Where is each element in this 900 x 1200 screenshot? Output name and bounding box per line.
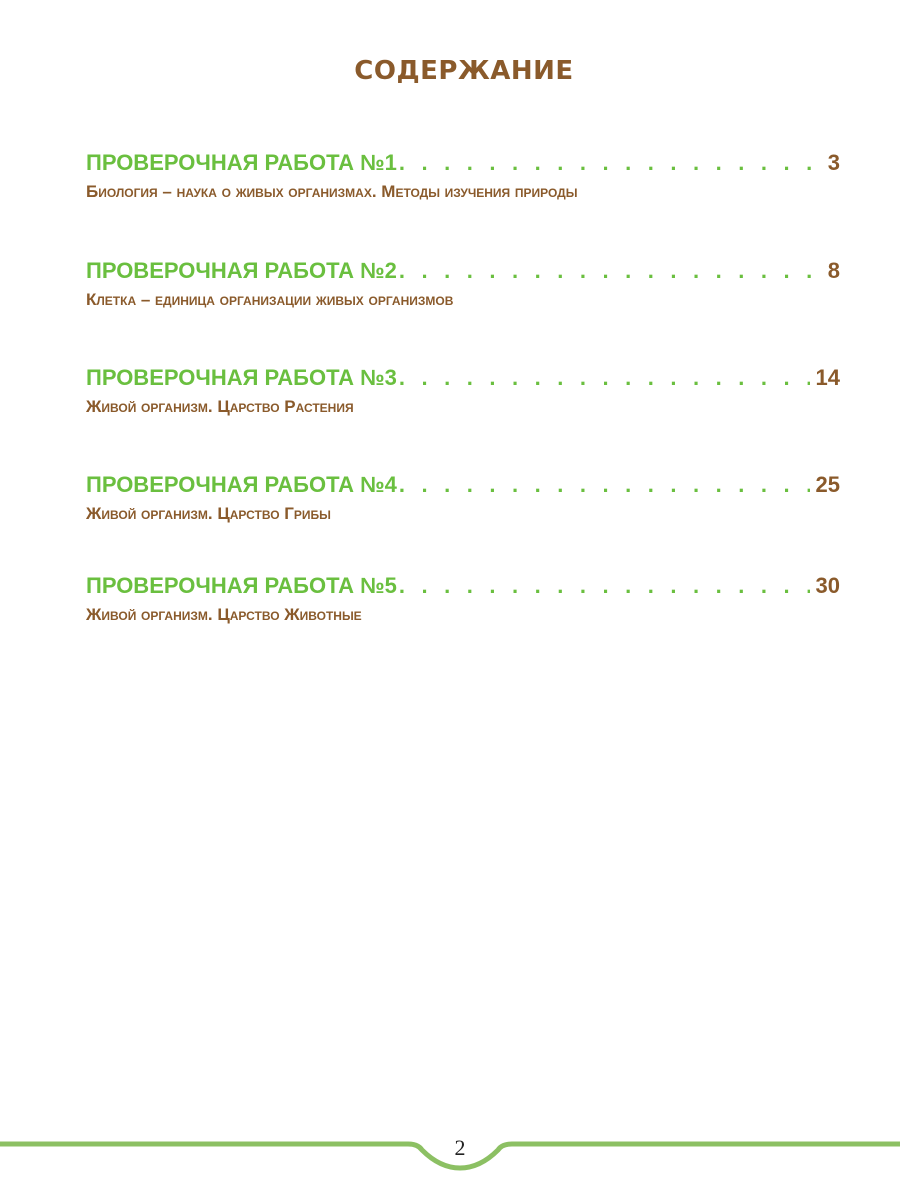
toc-entry[interactable]	[86, 258, 840, 310]
toc-entry[interactable]	[86, 150, 840, 202]
toc-entry-subtitle: Клетка – единица организации живых организмов	[86, 290, 454, 309]
toc-page-number: 25	[815, 472, 840, 497]
toc-dot-leader	[399, 472, 810, 498]
page-title: СОДЕРЖАНИЕ	[354, 56, 574, 86]
toc-dot-leader	[399, 150, 822, 176]
toc-entry-subtitle: Живой организм. Царство Растения	[86, 397, 354, 416]
toc-page-number: 8	[827, 258, 840, 283]
toc-entry-subtitle: Биология – наука о живых организмах. Методы изучения природы	[86, 182, 578, 201]
toc-entry-heading: ПРОВЕРОЧНАЯ РАБОТА №4	[86, 472, 397, 497]
toc-entry[interactable]	[86, 573, 840, 625]
toc-page-number: 30	[815, 573, 840, 598]
toc-entry-subtitle: Живой организм. Царство Грибы	[86, 504, 331, 523]
page-number: 2	[454, 1135, 466, 1160]
toc-entry-subtitle: Живой организм. Царство Животные	[86, 605, 362, 624]
toc-page-number: 3	[827, 150, 840, 175]
toc-entry-heading: ПРОВЕРОЧНАЯ РАБОТА №5	[86, 573, 397, 598]
toc-entry-heading: ПРОВЕРОЧНАЯ РАБОТА №2	[86, 258, 397, 283]
toc-page-number: 14	[815, 365, 840, 390]
toc-entry[interactable]	[86, 365, 840, 417]
toc-entry[interactable]	[86, 472, 840, 524]
toc-entry-heading: ПРОВЕРОЧНАЯ РАБОТА №1	[86, 150, 397, 175]
toc-dot-leader	[399, 573, 810, 599]
toc-dot-leader	[399, 365, 810, 391]
toc-dot-leader	[399, 258, 822, 284]
toc-entry-heading: ПРОВЕРОЧНАЯ РАБОТА №3	[86, 365, 397, 390]
